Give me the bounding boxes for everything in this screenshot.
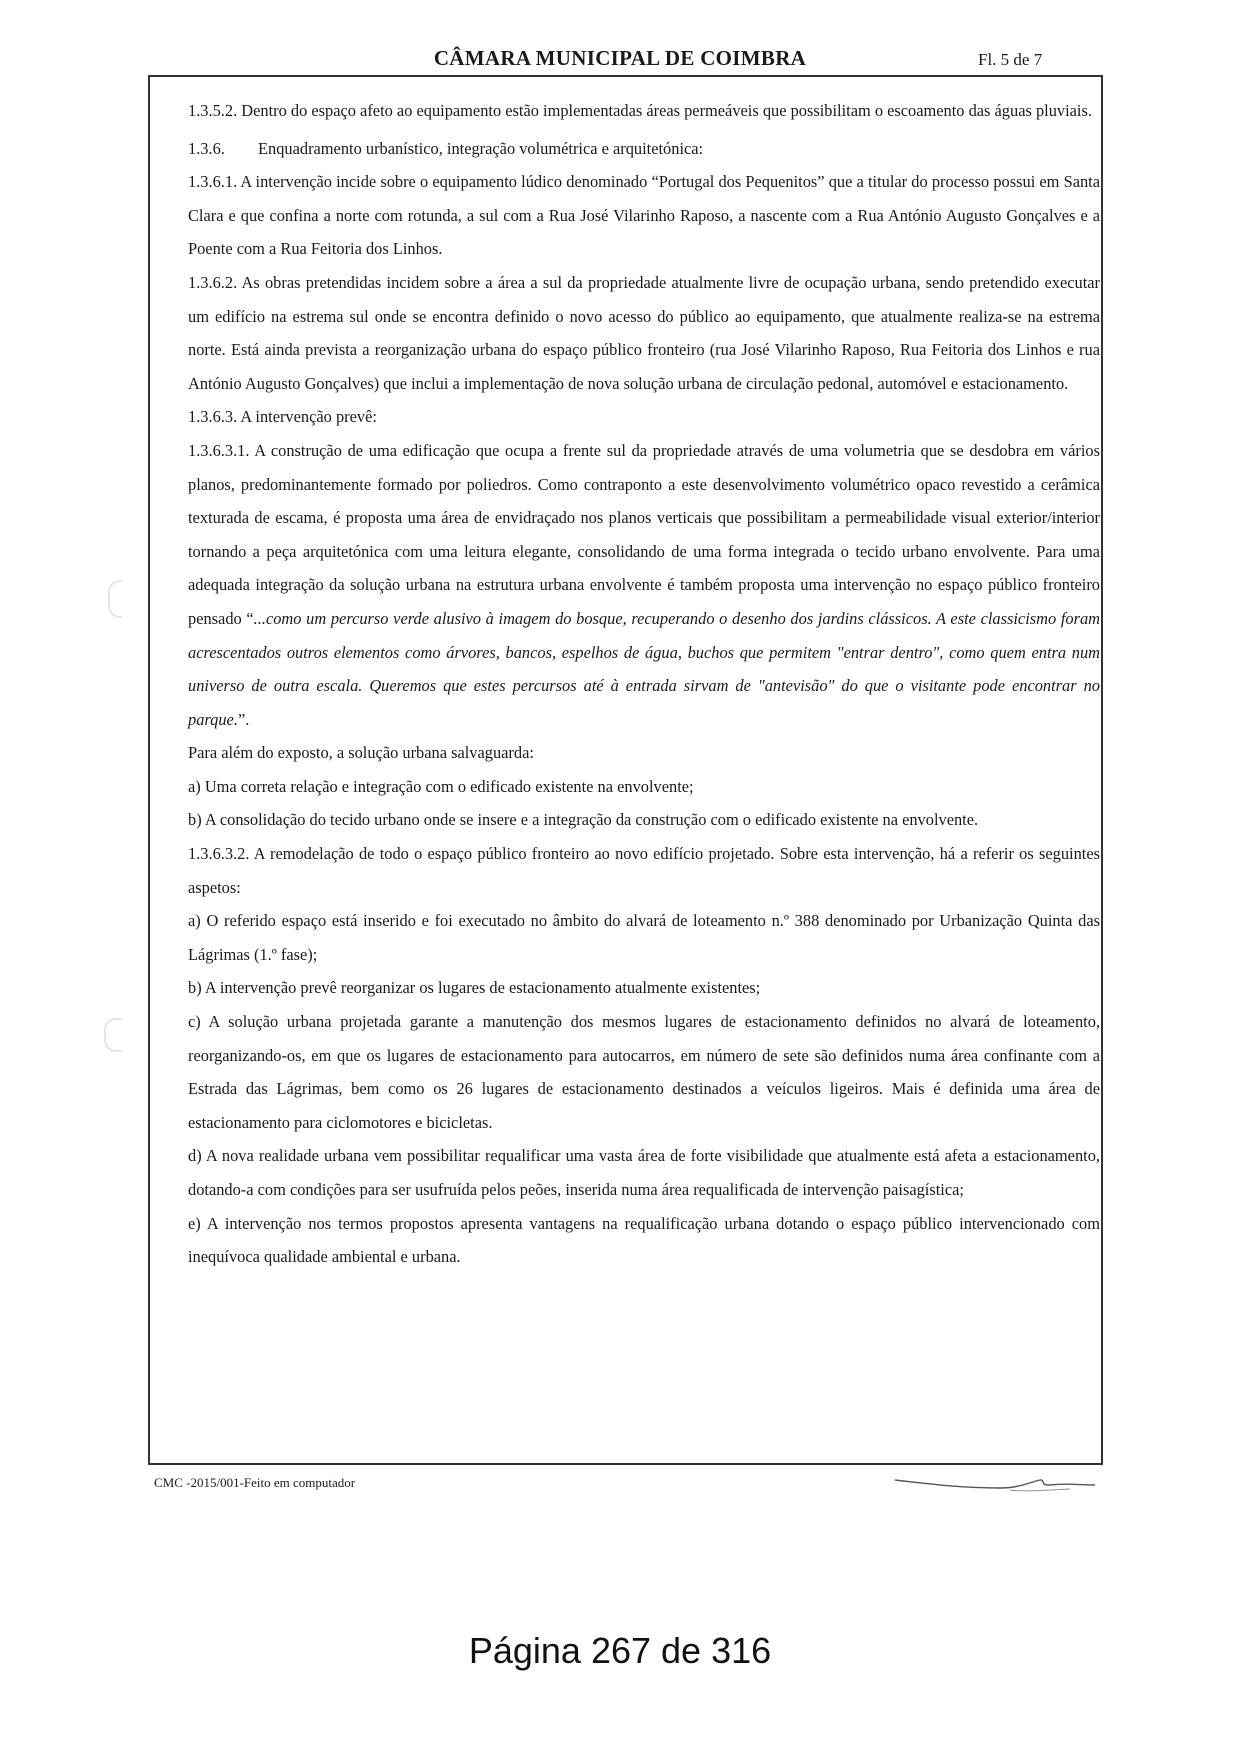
paragraph-13631 xyxy=(188,434,1100,736)
paragraph-13632: 1.3.6.3.2. A remodelação de todo o espaço público fronteiro ao novo edifício projetado. Sobre esta intervenção, há a referir os seguintes aspetos: xyxy=(188,844,1100,897)
document-body xyxy=(188,94,1100,1274)
list-item-e: e) A intervenção nos termos propostos apresenta vantagens na requalificação urbana dotando o espaço público intervencionado com inequívoca qualidade ambiental e urbana. xyxy=(188,1213,1100,1267)
paragraph-13631-end: ”. xyxy=(237,709,250,729)
paragraph-1361: 1.3.6.1. A intervenção incide sobre o equipamento lúdico denominado “Portugal dos Pequenitos” que a titular do processo possui em Santa Clara e que confina a norte com rotunda, a sul com a Rua José Vilarinho Raposo, a nascente com a Rua António Augusto Gonçalves e a Poente com a Rua Feitoria dos Linhos. xyxy=(188,172,1100,259)
scan-artifact xyxy=(104,1018,122,1052)
document-title: CÂMARA MUNICIPAL DE COIMBRA xyxy=(433,46,807,70)
page-number: Página 267 de 316 xyxy=(468,1630,772,1671)
signature-icon xyxy=(890,1468,1100,1498)
list-item-d: d) A nova realidade urbana vem possibilitar requalificar uma vasta área de forte visibilidade que atualmente está afeta a estacionamento, dotando-a com condições para ser usufruída pelos peões, inserida numa área requalificada de intervenção paisagística; xyxy=(188,1146,1100,1199)
form-code: CMC -2015/001-Feito em computador xyxy=(154,1475,356,1490)
safeguard-item-b: b) A consolidação do tecido urbano onde se insere e a integração da construção com o edificado existente na envolvente. xyxy=(188,810,979,830)
scan-artifact xyxy=(108,580,122,618)
list-item-c: c) A solução urbana projetada garante a manutenção dos mesmos lugares de estacionamento definidos no alvará de loteamento, reorganizando-os, em que os lugares de estacionamento para autocarros, em número de sete são definidos numa área confinante com a Estrada das Lágrimas, bem como os 26 lugares de estacionamento destinados a veículos ligeiros. Mais é definida uma área de estacionamento para ciclomotores e bicicletas. xyxy=(188,1012,1100,1132)
paragraph-1362: 1.3.6.2. As obras pretendidas incidem sobre a área a sul da propriedade atualmente livre de ocupação urbana, sendo pretendido executar um edifício na estrema sul onde se encontra definido o novo acesso do público ao equipamento, que atualmente realiza-se na estrema norte. Está ainda prevista a reorganização urbana do espaço público fronteiro (rua José Vilarinho Raposo, Rua Feitoria dos Linhos e rua António Augusto Gonçalves) que inclui a implementação de nova solução urbana de circulação pedonal, automóvel e estacionamento. xyxy=(188,272,1100,393)
safeguard-intro: Para além do exposto, a solução urbana salvaguarda: xyxy=(188,743,534,763)
sheet-reference: Fl. 5 de 7 xyxy=(978,50,1043,69)
paragraph-1363: 1.3.6.3. A intervenção prevê: xyxy=(188,407,377,427)
heading-136 xyxy=(188,132,1100,166)
paragraph-13631-intro: 1.3.6.3.1. A construção de uma edificação que ocupa a frente sul da propriedade através de uma volumetria que se desdobra em vários planos, predominantemente formado por poliedros. Como contraponto a este desenvolvimento volumétrico opaco revestido a cerâmica texturada de escama, é proposta uma área de envidraçado nos planos verticais que possibilitam a permeabilidade visual exterior/interior tornando a peça arquitetónica com uma leitura elegante, consolidando de uma forma integrada o tecido urbano envolvente. Para uma adequada integração da solução urbana na estrutura urbana envolvente é também proposta uma intervenção no espaço público fronteiro pensado “ xyxy=(188,440,1100,628)
paragraph-1352: 1.3.5.2. Dentro do espaço afeto ao equipamento estão implementadas áreas permeáveis que possibilitam o escoamento das águas pluviais. xyxy=(188,101,1092,120)
paragraph-13631-quote: ...como um percurso verde alusivo à imagem do bosque, recuperando o desenho dos jardins clássicos. A este classicismo foram acrescentados outros elementos como árvores, bancos, espelhos de água, buchos que permitem "entrar dentro", como quem entra num universo de outra escala. Queremos que estes percursos até à entrada sirvam de "antevisão" do que o visitante pode encontrar no parque. xyxy=(188,608,1100,729)
heading-136-text: Enquadramento urbanístico, integração volumétrica e arquitetónica: xyxy=(258,138,704,158)
list-item-b: b) A intervenção prevê reorganizar os lugares de estacionamento atualmente existentes; xyxy=(188,978,761,998)
safeguard-item-a: a) Uma correta relação e integração com o edificado existente na envolvente; xyxy=(188,776,694,796)
list-item-a: a) O referido espaço está inserido e foi executado no âmbito do alvará de loteamento n.º 388 denominado por Urbanização Quinta das Lágrimas (1.º fase); xyxy=(188,911,1100,964)
heading-136-number: 1.3.6. xyxy=(188,138,225,158)
